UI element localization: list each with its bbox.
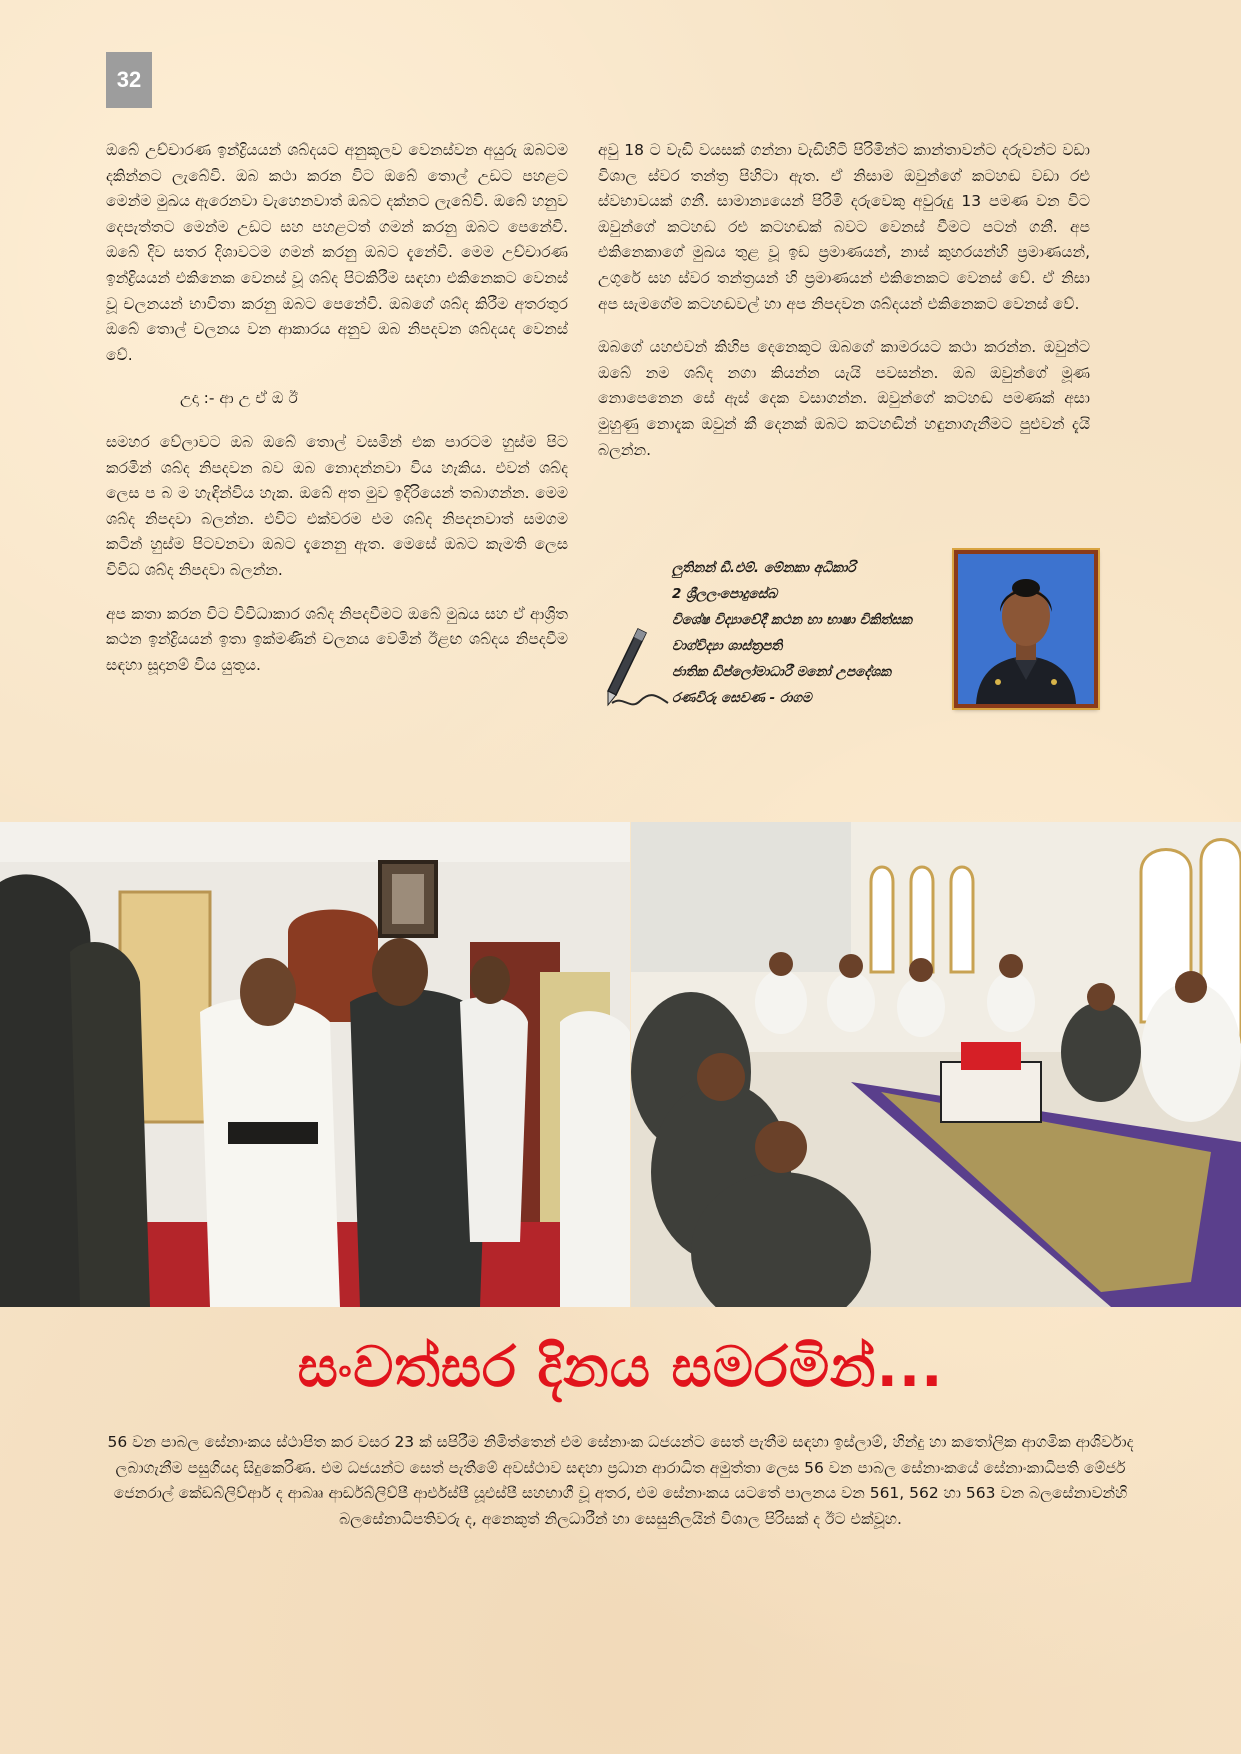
article-headline: සංවත්සර දිනය සමරමින්... bbox=[297, 1335, 944, 1400]
author-portrait bbox=[954, 550, 1098, 708]
left-paragraph-3: අප කතා කරන විට විවිධාකාර ශබ්ද නිපදවීමට ඔබේ මුඛය සහ ඒ ආශ්‍රිත කථන ඉන්ද්‍රියයන් ඉතා ඉක්මණින් චලනය වෙමින් ඊළඟ ශබ්දය නිපදවීම සඳහා සූදානම් විය යුතුය. bbox=[106, 604, 568, 674]
author-name: ලුතිනන් ඩී.එම්. මේනකා අධිකාරි bbox=[672, 560, 856, 576]
article-body: 56 වන පාබල සේනාංකය ස්ථාපිත කර වසර 23 ක් සපිරීම නිමිත්තෙන් එම සේනාංක ධජයන්ට සෙත් පැතීම සඳහා ඉස්ලාම්, හින්දු හා කතෝලික ආගමික ආශිර්වාද ලබාගැනීම පසුගියදා සිදුකෙරිණ. එම ධජයන්ට සෙත් පැතීමේ අවස්ථාව සඳහා ප්‍රධාන ආරාධිත අමුත්තා ලෙස 56 වන පාබල සේනාංකයේ සේනාංකාධිපති මේජර් ජෙනරාල් කේඩබ්ලිව්ආර් ද ආබෲ ආර්ඩබ්ලිව්පී ආර්එස්පී යූඑස්පී සහභාගී වූ අතර, එම සේනාංකය යටතේ පාලනය වන 561, 562 හා 563 වන බලසේනාවන්හි බලසේනාධිපතිවරු ද, අනෙකුත් නිලධාරීන් හා සෙසුනිලයින් විශාල පිරිසක් ද ඊට එක්වූහ. bbox=[107, 1433, 1134, 1528]
pen-icon bbox=[594, 625, 672, 713]
ceremony-photo-mosque bbox=[631, 822, 1241, 1307]
right-paragraph-1: අවු 18 ට වැඩි වයසක් ගන්නා වැඩිහිටි පිරිමින්ට කාන්තාවන්ට දරුවන්ට වඩා විශාල ස්වර තන්ත්‍ර පිහිටා ඇත. ඒ නිසාම ඔවුන්ගේ කටහඬ වඩා රළු ස්වභාවයක් ගනී. සාමාන්‍යයෙන් පිරිමි දරුවෙකු අවුරුදු 13 පමණ වන විට ඔවුන්ගේ කටහඬ රළු කටහඬක් බවට වෙනස් වීමට පටන් ගනී. අප එකිනෙකාගේ මුඛය තුළ වූ ඉඩ ප්‍රමාණයන්, නාස් කුහරයන්හි ප්‍රමාණයන්, උගුරේ සහ ස්වර තන්ත්‍රයන් හි ප්‍රමාණයන් එකිනෙකට වෙනස් වේ. ඒ නිසා අප සැමගේම කටහඬවල් හා අප නිපදවන ශබ්දයන් එකිනෙකට වෙනස් වේ. bbox=[598, 141, 1090, 313]
left-paragraph-1: ඔබේ උච්චාරණ ඉන්ද්‍රියයන් ශබ්දයට අනුකූලව වෙනස්වන අයුරු ඔබටම දකින්නට ලැබේවි. ඔබ කථා කරන විට ඔබේ තොල් උඩට පහළට මෙන්ම මුඛය ඇරෙනවා වැහෙනවාත් ඔබට දක්නට ලැබේවි. ඔබේ හනුව දෙපැත්තට මෙන්ම උඩට සහ පහළටත් ගමන් කරනු ඔබට පෙනේවි. ඔබේ දිව සතර දිශාවටම ගමන් කරනු ඔබට දැනේවි. මෙම උච්චාරණ ඉන්ද්‍රියයන් එකිනෙක වෙනස් වූ ශබ්ද පිටකිරීම සඳහා එකිනෙකට වෙනස් වූ චලනයන් භාවිතා කරනු ඔබට පෙනේවි. ඔබගේ ශබ්ද කිරීම අතරතුර ඔබේ තොල් චලනය වන ආකාරය අනුව ඔබ නිපදවන ශබ්දයද වෙනස් වේ. bbox=[106, 141, 568, 364]
example-line: උදා :- ආ උ ඒ ඔ ඊ bbox=[180, 389, 298, 408]
author-title: විශේෂ විද්‍යාවේදී කථන හා භාෂා චිකිත්සක bbox=[672, 612, 913, 628]
author-degree: වාග්විද්‍යා ශාස්ත්‍රපති bbox=[672, 638, 783, 654]
author-location: රණවිරු සෙවණ - රාගම bbox=[672, 690, 812, 706]
page-number: 32 bbox=[106, 52, 152, 108]
left-paragraph-2: සමහර වේලාවට ඔබ ඔබේ තොල් වසමින් එක පාරටම හුස්ම පිට කරමින් ශබ්ද නිපදවන බව ඔබ නොදන්නවා විය හැකිය. එවන් ශබ්ද ලෙස ප බ ම හැඳින්විය හැක. ඔබේ අත මුව ඉදිරියෙන් තබාගන්න. මෙම ශබ්ද නිපදවා බලන්න. එවිට එක්වරම එම ශබ්ද නිපදනවාත් සමගම කටින් හුස්ම පිටවනවා ඔබට දැනෙනු ඇත. මෙසේ ඔබට කැමති ලෙස විවිධ ශබ්ද නිපදවා බලන්න. bbox=[106, 432, 568, 579]
right-column bbox=[598, 138, 1090, 481]
ceremony-photo-church bbox=[0, 822, 630, 1307]
author-unit: 2 ශ්‍රීලලංපොදුසේබ bbox=[672, 586, 778, 602]
right-paragraph-2: ඔබගේ යහළුවන් කිහිප දෙනෙකුට ඔබගේ කාමරයට කථා කරන්න. ඔවුන්ට ඔබේ නම ශබ්ද නගා කියන්න යැයි පවසන්න. ඔබ ඔවුන්ගේ මූණ නොපෙනෙන සේ ඇස් දෙක වසාගන්න. ඔවුන්ගේ කටහඬ පමණක් අසා මුහුණු නොදැක ඔවුන් කී දෙනක් ඔබට කටහඬින් හඳුනාගැනීමට පුළුවන් දැයි බලන්න. bbox=[598, 338, 1090, 459]
left-column bbox=[106, 138, 568, 696]
author-diploma: ජාතික ඩිප්ලෝමාධාරී මනෝ උපදේශක bbox=[672, 664, 891, 680]
author-signature bbox=[672, 555, 944, 711]
